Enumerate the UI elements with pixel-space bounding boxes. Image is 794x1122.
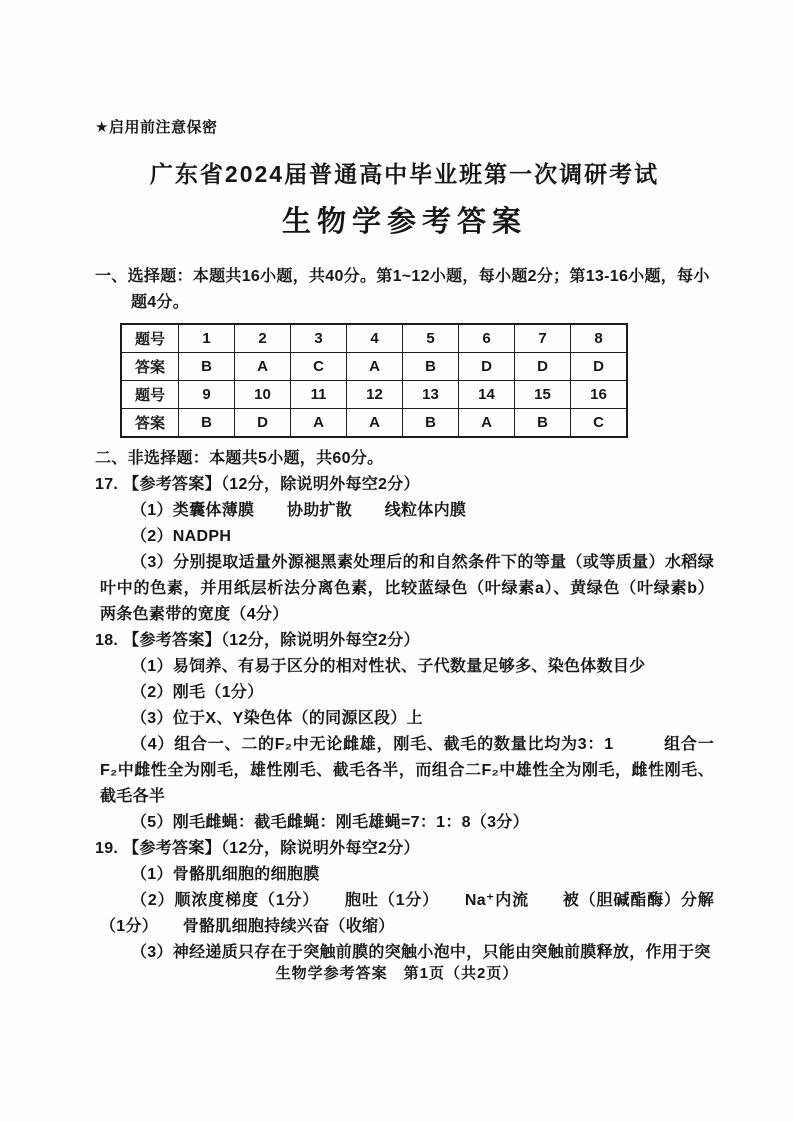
question-number-cell: 14 [459,381,515,409]
answer-cell: D [459,353,515,381]
answer-cell: D [571,353,628,381]
question-19 [95,836,714,966]
answer-cell: D [235,409,291,438]
answer-item: （1）易饲养、有易于区分的相对性状、子代数量足够多、染色体数目少 [131,658,646,675]
answer-cell: B [515,409,571,438]
answer-cell: C [291,353,347,381]
non-choice-section-heading: 二、非选择题：本题共5小题，共60分。 [95,450,384,467]
answer-item: （2）NADPH [131,528,232,545]
reference-answer-label: 【参考答案】（12分，除说明外每空2分） [123,840,420,857]
exam-title: 广东省2024届普通高中毕业班第一次调研考试 [149,161,660,187]
answer-cell: A [459,409,515,438]
answer-table [120,323,628,438]
answer-cell: A [235,353,291,381]
question-number: 18. [95,632,119,649]
row-header-cell: 题号 [121,324,179,353]
question-number-cell: 2 [235,324,291,353]
question-17 [95,472,714,628]
security-notice: ★启用前注意保密 [95,119,218,136]
answer-item: （2）顺浓度梯度（1分） 胞吐（1分） Na⁺内流 被（胆碱酯酶）分解（1分） 骨骼肌细胞持续兴奋（收缩） [100,892,714,935]
answer-item: （4）组合一、二的F₂中无论雌雄，刚毛、截毛的数量比均为3：1 组合一F₂中雌性全为刚毛，雄性刚毛、截毛各半，而组合二F₂中雄性全为刚毛，雌性刚毛、截毛各半 [100,736,714,805]
table-row-answers-1-8 [121,353,627,381]
answer-item: （3）分别提取适量外源褪黑素处理后的和自然条件下的等量（或等质量）水稻绿叶中的色素，并用纸层析法分离色素，比较蓝绿色（叶绿素a）、黄绿色（叶绿素b）两条色素带的宽度（4分） [100,554,714,623]
answer-cell: B [179,353,235,381]
question-number-cell: 10 [235,381,291,409]
question-18 [95,628,714,836]
question-number-cell: 3 [291,324,347,353]
answer-cell: C [571,409,628,438]
answer-item: （5）刚毛雌蝇：截毛雌蝇：刚毛雄蝇=7：1：8（3分） [131,814,529,831]
answer-item: （1）骨骼肌细胞的细胞膜 [131,866,320,883]
answer-cell: B [403,409,459,438]
question-number-cell: 13 [403,381,459,409]
reference-answer-label: 【参考答案】（12分，除说明外每空2分） [123,476,420,493]
question-number-cell: 16 [571,381,628,409]
page-footer: 生物学参考答案 第1页（共2页） [275,965,519,982]
question-18-header [95,628,714,654]
question-number-cell: 8 [571,324,628,353]
answer-cell: A [291,409,347,438]
question-number-cell: 4 [347,324,403,353]
question-number-cell: 11 [291,381,347,409]
answer-cell: A [347,409,403,438]
question-number: 19. [95,840,119,857]
question-17-items [95,498,714,628]
question-19-header [95,836,714,862]
reference-answer-label: 【参考答案】（12分，除说明外每空2分） [123,632,420,649]
subject-answer-title: 生物学参考答案 [281,206,527,238]
answer-cell: A [347,353,403,381]
row-header-cell: 答案 [121,353,179,381]
choice-section-heading: 一、选择题：本题共16小题，共40分。第1~12小题，每小题2分；第13-16小题，每小题4分。 [95,268,710,311]
question-number-cell: 7 [515,324,571,353]
question-number-cell: 6 [459,324,515,353]
table-row-numbers-1-8 [121,324,627,353]
answer-cell: D [515,353,571,381]
row-header-cell: 答案 [121,409,179,438]
question-18-items [95,654,714,836]
answer-item: （3）神经递质只存在于突触前膜的突触小泡中，只能由突触前膜释放，作用于突 [131,944,711,961]
answer-item: （3）位于X、Y染色体（的同源区段）上 [131,710,423,727]
answer-cell: B [179,409,235,438]
table-row-numbers-9-16 [121,381,627,409]
question-number: 17. [95,476,119,493]
question-17-header [95,472,714,498]
question-19-items [95,862,714,966]
question-number-cell: 9 [179,381,235,409]
answer-cell: B [403,353,459,381]
answer-item: （1）类囊体薄膜 协助扩散 线粒体内膜 [131,502,467,519]
question-number-cell: 15 [515,381,571,409]
table-row-answers-9-16 [121,409,627,438]
row-header-cell: 题号 [121,381,179,409]
question-number-cell: 1 [179,324,235,353]
question-number-cell: 12 [347,381,403,409]
answer-item: （2）刚毛（1分） [131,684,264,701]
question-number-cell: 5 [403,324,459,353]
